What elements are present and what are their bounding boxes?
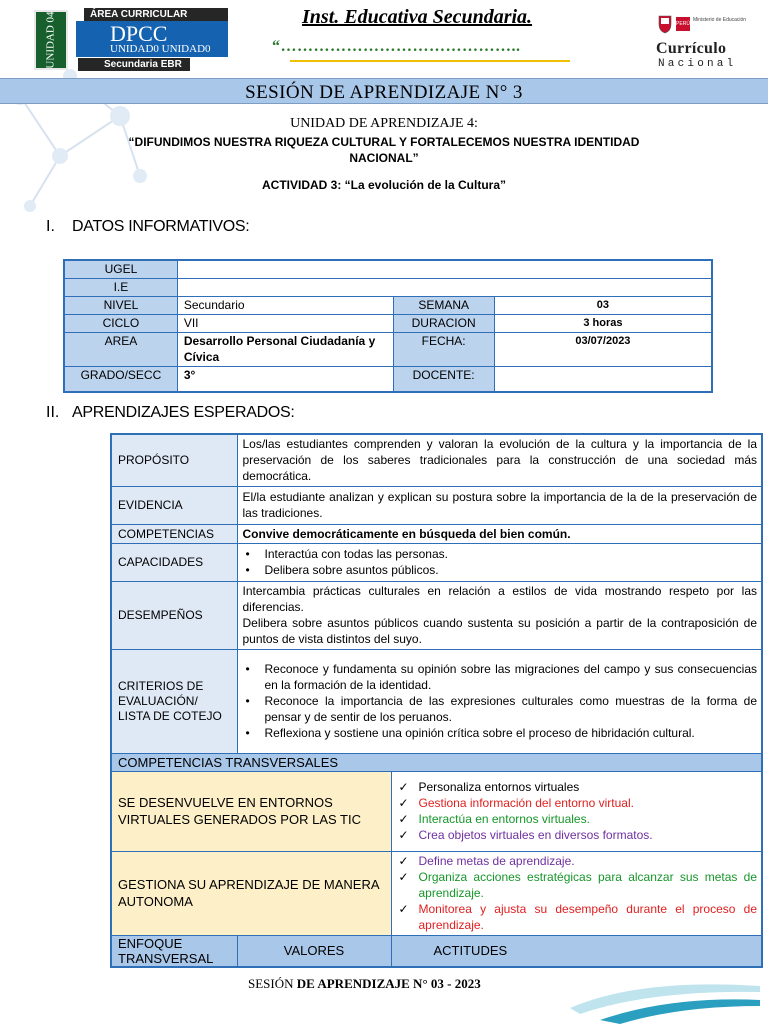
table-row bbox=[64, 332, 712, 366]
footer-session: SESIÓN DE APRENDIZAJE N° 03 - 2023 bbox=[248, 976, 481, 991]
cell-label: UGEL bbox=[64, 260, 177, 278]
cell-label: AREA bbox=[64, 332, 177, 366]
logo-line1: Currículo bbox=[656, 40, 727, 57]
table-row bbox=[64, 260, 712, 278]
area-unit: UNIDAD0 UNIDAD0 bbox=[110, 43, 211, 55]
cell-label: I.E bbox=[64, 278, 177, 296]
school-name: Inst. Educativa Secundaria. bbox=[302, 6, 533, 28]
datos-informativos-table bbox=[63, 259, 713, 393]
row-list bbox=[391, 771, 762, 851]
table-row bbox=[111, 543, 762, 581]
row-label: CAPACIDADES bbox=[111, 543, 237, 581]
col-header: ACTITUDES bbox=[391, 935, 762, 967]
table-row bbox=[64, 314, 712, 332]
section-heading-datos: I. DATOS INFORMATIVOS: bbox=[46, 218, 250, 235]
area-label: ÁREA CURRICULAR bbox=[84, 8, 228, 21]
row-list bbox=[237, 649, 762, 753]
cell-value bbox=[494, 366, 712, 392]
level-label: Secundaria EBR bbox=[78, 58, 190, 71]
table-row bbox=[111, 486, 762, 524]
cell-label: DOCENTE: bbox=[393, 366, 494, 392]
row-list bbox=[391, 851, 762, 935]
cell-value: Secundario bbox=[177, 296, 393, 314]
table-row bbox=[64, 296, 712, 314]
row-label: GESTIONA SU APRENDIZAJE DE MANERA AUTONOMA bbox=[111, 851, 391, 935]
row-text bbox=[237, 581, 762, 649]
aprendizajes-table bbox=[110, 433, 763, 968]
row-label: EVIDENCIA bbox=[111, 486, 237, 524]
peru-shield-icon bbox=[656, 14, 674, 34]
unit-tab: UNIDAD 04 bbox=[34, 10, 68, 70]
row-text: El/la estudiante analizan y explican su postura sobre la importancia de la de la preservación de las tradiciones. bbox=[237, 486, 762, 524]
cell-label: NIVEL bbox=[64, 296, 177, 314]
table-row bbox=[64, 278, 712, 296]
school-dots: “…………………………………….. bbox=[272, 38, 521, 55]
cell-value: 03/07/2023 bbox=[494, 332, 712, 366]
table-row bbox=[111, 524, 762, 543]
list-item: • Reconoce la importancia de las expresiones culturales como muestras de la forma de pensar y de sentir de los peruanos. bbox=[243, 693, 758, 725]
list-item: ✓ Monitorea y ajusta su desempeño durante el proceso de aprendizaje. bbox=[397, 901, 758, 933]
table-row bbox=[111, 851, 762, 935]
table-row bbox=[111, 771, 762, 851]
dots-underline bbox=[290, 60, 570, 62]
activity-title: ACTIVIDAD 3: “La evolución de la Cultura” bbox=[261, 178, 507, 192]
cell-value: 3° bbox=[177, 366, 393, 392]
cell-label: GRADO/SECC bbox=[64, 366, 177, 392]
cell-label: SEMANA bbox=[393, 296, 494, 314]
list-item: • Interactúa con todas las personas. bbox=[243, 546, 758, 562]
cell-value bbox=[177, 260, 712, 278]
transversales-title: COMPETENCIAS TRANSVERSALES bbox=[111, 753, 762, 771]
cell-value: Desarrollo Personal Ciudadanía y Cívica bbox=[177, 332, 393, 366]
section-heading-aprendizajes: II. APRENDIZAJES ESPERADOS: bbox=[46, 404, 295, 421]
unit-line: UNIDAD DE APRENDIZAJE 4: bbox=[290, 116, 478, 131]
cell-label: DURACION bbox=[393, 314, 494, 332]
paragraph: Intercambia prácticas culturales en relación a estilos de vida mostrando respeto por las diferencias. bbox=[242, 584, 757, 614]
table-row bbox=[64, 366, 712, 392]
cell-value: 03 bbox=[494, 296, 712, 314]
list-item: ✓ Personaliza entornos virtuales bbox=[397, 779, 758, 795]
area-code-bar bbox=[76, 21, 228, 57]
col-header: ENFOQUE TRANSVERSAL bbox=[111, 935, 237, 967]
cell-value: 3 horas bbox=[494, 314, 712, 332]
list-item: ✓ Crea objetos virtuales en diversos formatos. bbox=[397, 827, 758, 843]
table-row bbox=[111, 753, 762, 771]
cell-label: FECHA: bbox=[393, 332, 494, 366]
wave-decoration-icon bbox=[560, 968, 768, 1024]
row-text: Los/las estudiantes comprenden y valoran la evolución de la cultura y la importancia de la preservación de los saberes tradicionales para la construcción de una sociedad más democrática. bbox=[237, 434, 762, 486]
logo-ministry: Ministerio de Educación bbox=[693, 17, 747, 23]
row-label: SE DESENVUELVE EN ENTORNOS VIRTUALES GENERADOS POR LAS TIC bbox=[111, 771, 391, 851]
col-header: VALORES bbox=[237, 935, 391, 967]
list-item: • Reconoce y fundamenta su opinión sobre las migraciones del campo y sus consecuencias en la formación de la identidad. bbox=[243, 661, 758, 693]
table-row bbox=[111, 649, 762, 753]
logo-line2: Nacional bbox=[658, 58, 737, 70]
unit-name: “DIFUNDIMOS NUESTRA RIQUEZA CULTURAL Y FORTALECEMOS NUESTRA IDENTIDAD NACIONAL” bbox=[128, 135, 640, 165]
list-item: • Delibera sobre asuntos públicos. bbox=[243, 562, 758, 578]
list-item: ✓ Interactúa en entornos virtuales. bbox=[397, 811, 758, 827]
cell-value bbox=[177, 278, 712, 296]
logo-country: PERÚ bbox=[676, 17, 690, 31]
session-title: SESIÓN DE APRENDIZAJE N° 3 bbox=[245, 82, 523, 103]
session-title-band bbox=[0, 78, 768, 104]
row-label: COMPETENCIAS bbox=[111, 524, 237, 543]
list-item: ✓ Define metas de aprendizaje. bbox=[397, 853, 758, 869]
list-item: ✓ Gestiona información del entorno virtual. bbox=[397, 795, 758, 811]
row-label: DESEMPEÑOS bbox=[111, 581, 237, 649]
paragraph: Delibera sobre asuntos públicos cuando sustenta su posición a partir de la contraposición de puntos de vista distintos del suyo. bbox=[242, 616, 757, 646]
list-item: • Reflexiona y sostiene una opinión crítica sobre el proceso de hibridación cultural. bbox=[243, 725, 758, 741]
table-row bbox=[111, 434, 762, 486]
curriculo-nacional-logo bbox=[656, 14, 756, 70]
row-text: Convive democráticamente en búsqueda del bien común. bbox=[237, 524, 762, 543]
cell-label: CICLO bbox=[64, 314, 177, 332]
cell-value: VII bbox=[177, 314, 393, 332]
table-row bbox=[111, 935, 762, 967]
list-item: ✓ Organiza acciones estratégicas para alcanzar sus metas de aprendizaje. bbox=[397, 869, 758, 901]
area-code: DPCC bbox=[110, 21, 168, 46]
row-label: CRITERIOS DE EVALUACIÓN/ LISTA DE COTEJO bbox=[111, 649, 237, 753]
row-list bbox=[237, 543, 762, 581]
row-label: PROPÓSITO bbox=[111, 434, 237, 486]
table-row bbox=[111, 581, 762, 649]
